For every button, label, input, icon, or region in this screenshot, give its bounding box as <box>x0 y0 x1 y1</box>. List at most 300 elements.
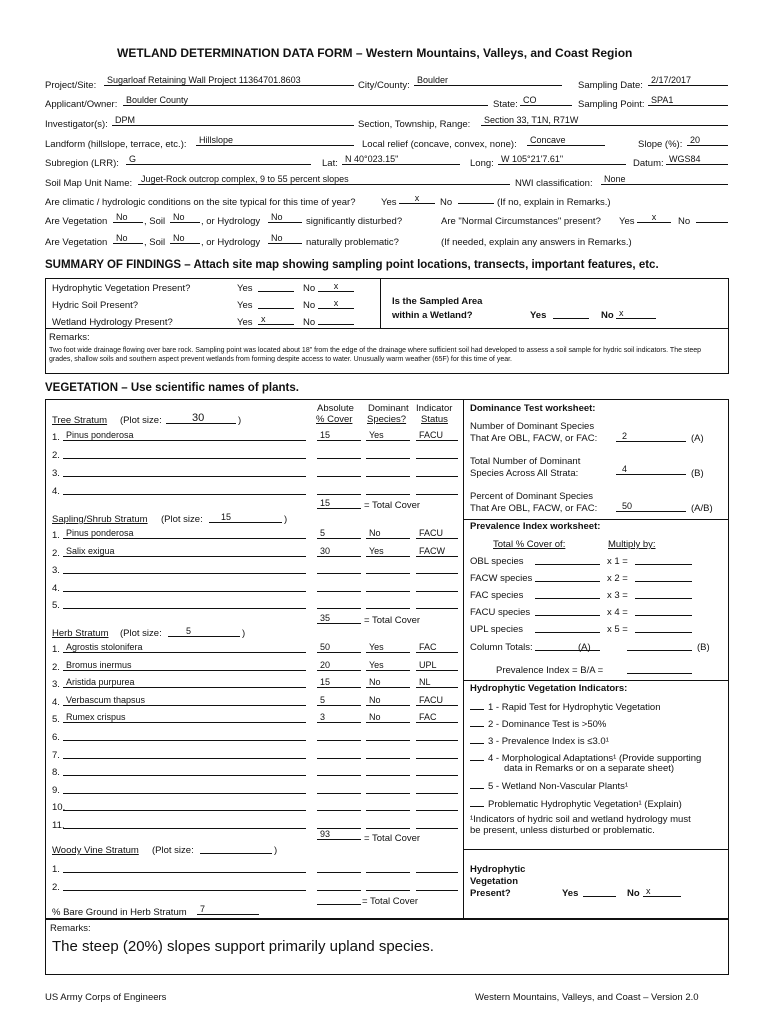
row-number: 5. <box>52 714 60 726</box>
bare-ground-label: % Bare Ground in Herb Stratum <box>52 907 187 918</box>
prevalence-row-label: UPL species <box>470 624 523 635</box>
applicant-field[interactable]: Boulder County <box>123 94 488 106</box>
row-number: 2. <box>52 661 60 673</box>
relief-field[interactable]: Concave <box>527 134 605 146</box>
slope-label: Slope (%): <box>638 139 683 150</box>
point-field[interactable]: SPA1 <box>648 94 728 106</box>
prevalence-cover-field[interactable] <box>535 553 600 565</box>
row-number: 3. <box>52 565 60 576</box>
hv-label-3: Present? <box>470 888 511 899</box>
indicator-field[interactable]: FACU <box>416 429 458 441</box>
indicator-field[interactable] <box>416 483 458 495</box>
nwi-field[interactable]: None <box>601 173 728 185</box>
sampled-area-no-label: No <box>601 310 614 321</box>
landform-label: Landform (hillslope, terrace, etc.): <box>45 139 187 150</box>
species-field[interactable] <box>63 747 306 759</box>
investigator-field[interactable]: DPM <box>112 114 354 126</box>
indicators-footnote-2: be present, unless disturbed or problematic. <box>470 825 655 836</box>
soil-disturbed-label: , Soil <box>144 216 166 227</box>
species-field[interactable] <box>63 447 306 459</box>
state-field[interactable]: CO <box>520 94 572 106</box>
prevalence-product-field[interactable] <box>635 553 692 565</box>
prevalence-multiplier: x 4 = <box>607 607 628 618</box>
subregion-field[interactable]: G <box>126 153 311 165</box>
prevalence-product-field[interactable] <box>635 621 692 633</box>
indicator-1[interactable] <box>470 700 661 713</box>
row-number: 1. <box>52 432 60 443</box>
prevalence-cover-field[interactable] <box>535 570 600 582</box>
cover-field[interactable] <box>317 861 361 873</box>
hydro-veg-yes-field[interactable] <box>258 280 294 292</box>
state-label: State: <box>493 99 518 110</box>
indicator-field[interactable] <box>416 799 458 811</box>
vegetation-divider <box>463 399 464 919</box>
dominant-field[interactable]: Yes <box>366 429 410 441</box>
col-species: Species? <box>367 414 407 425</box>
cover-field[interactable]: 20 <box>317 659 361 671</box>
prevalence-row-label: FAC species <box>470 590 524 601</box>
nwi-label: NWI classification: <box>515 178 593 189</box>
summary-divider <box>380 278 381 328</box>
indicator-field[interactable]: UPL <box>416 659 458 671</box>
indicator-field[interactable] <box>416 879 458 891</box>
dominant-field[interactable]: No <box>366 676 410 688</box>
sapling-total-label: = Total Cover <box>364 615 421 626</box>
prevalence-row-label: OBL species <box>470 556 524 567</box>
species-field[interactable] <box>63 729 306 741</box>
dominant-field[interactable] <box>366 879 410 891</box>
sampled-area-label-1: Is the Sampled Area <box>392 296 483 307</box>
row-number: 2. <box>52 882 60 893</box>
dominant-field[interactable] <box>366 817 410 829</box>
long-label: Long: <box>470 158 494 169</box>
species-field[interactable] <box>63 483 306 495</box>
sampled-area-yes-label: Yes <box>530 310 547 321</box>
footer-right: Western Mountains, Valleys, and Coast – Version 2.0 <box>475 992 699 1003</box>
row-number: 9. <box>52 784 60 796</box>
point-label: Sampling Point: <box>578 99 645 110</box>
herb-stratum-label: Herb Stratum <box>52 628 109 639</box>
indicator-field[interactable] <box>416 729 458 741</box>
indicators-divider <box>463 849 729 850</box>
summary-heading: SUMMARY OF FINDINGS – Attach site map showing sampling point locations, transects, important features, etc. <box>45 259 659 271</box>
species-field[interactable] <box>63 861 306 873</box>
normal-no-label: No <box>678 216 691 227</box>
cover-field[interactable]: 5 <box>317 527 361 539</box>
species-field[interactable]: Agrostis stolonifera <box>63 641 306 653</box>
woody-plot-close: ) <box>274 845 278 856</box>
prevalence-index-field[interactable] <box>627 662 692 674</box>
hv-no-label: No <box>627 888 640 899</box>
soil-problematic-label: , Soil <box>144 237 166 248</box>
woody-total-field[interactable] <box>317 893 361 905</box>
sampled-area-no-field[interactable]: x <box>616 307 656 319</box>
veg-problematic-label: Are Vegetation <box>45 237 108 248</box>
indicator-field[interactable] <box>416 447 458 459</box>
woody-total-label: = Total Cover <box>362 896 419 907</box>
sapling-plot-label: (Plot size: <box>161 514 203 525</box>
col-dominant: Dominant <box>368 403 409 414</box>
sapling-stratum-label: Sapling/Shrub Stratum <box>52 514 148 525</box>
hydro-problematic-label: , or Hydrology <box>201 237 261 248</box>
prevalence-divider <box>463 680 729 681</box>
indicator-4-label: 4 - Morphological Adaptations¹ (Provide supporting <box>488 753 702 764</box>
dominance-ab-line2: That Are OBL, FACW, or FAC: <box>470 503 598 514</box>
indicator-2[interactable] <box>470 717 606 730</box>
indicator-2-label: 2 - Dominance Test is >50% <box>488 719 607 730</box>
prevalence-cover-field[interactable] <box>535 587 600 599</box>
soil-label: Soil Map Unit Name: <box>45 178 133 189</box>
normal-yes-field[interactable]: x <box>637 211 671 223</box>
indicator-field[interactable]: NL <box>416 676 458 688</box>
dominant-field[interactable] <box>366 782 410 794</box>
cover-field[interactable]: 5 <box>317 694 361 706</box>
indicator-field[interactable] <box>416 465 458 477</box>
cover-field[interactable]: 15 <box>317 429 361 441</box>
dominance-b-tag: (B) <box>691 468 704 479</box>
relief-label: Local relief (concave, convex, none): <box>362 139 517 150</box>
hv-no-field[interactable]: x <box>643 885 681 897</box>
row-number: 6. <box>52 732 60 743</box>
normal-yes-label: Yes <box>619 216 635 227</box>
prevalence-row-label: FACW species <box>470 573 533 584</box>
str-field[interactable]: Section 33, T1N, R71W <box>481 114 728 126</box>
prevalence-index-label: Prevalence Index = B/A = <box>496 665 604 676</box>
indicator-5[interactable] <box>470 779 628 792</box>
normal-circumstances-label: Are "Normal Circumstances" present? <box>441 216 601 227</box>
climatic-no-field[interactable] <box>458 192 494 204</box>
climatic-question: Are climatic / hydrologic conditions on the site typical for this time of year? <box>45 197 356 208</box>
hydric-soil-yes-label: Yes <box>237 300 253 311</box>
prevalence-multiplier: x 1 = <box>607 556 628 567</box>
indicator-field[interactable] <box>416 817 458 829</box>
hydro-disturbed-label: , or Hydrology <box>201 216 261 227</box>
summary-remarks-text: Two foot wide drainage flowing over bare rock. Sampling point was located about 18" from the edge of the drainage where sufficient soil had developed to assess a soil sample for hydric soil indicators. The steep grades, shallow soils and southern aspect prevent wetlands from forming despite access to water. Unusually warm weather (65F) for this time of year. <box>49 347 702 363</box>
indicators-heading: Hydrophytic Vegetation Indicators: <box>470 683 628 694</box>
cover-field[interactable] <box>317 764 361 776</box>
indicator-field[interactable]: FACU <box>416 694 458 706</box>
indicator-field[interactable] <box>416 562 458 574</box>
species-field[interactable] <box>63 562 306 574</box>
project-field[interactable]: Sugarloaf Retaining Wall Project 11364701.8603 <box>104 74 354 86</box>
dominant-field[interactable] <box>366 799 410 811</box>
species-field[interactable] <box>63 879 306 891</box>
prevalence-product-field[interactable] <box>635 587 692 599</box>
indicator-field[interactable] <box>416 580 458 592</box>
subregion-label: Subregion (LRR): <box>45 158 119 169</box>
row-number: 3. <box>52 468 60 479</box>
veg-problematic-field[interactable]: No <box>113 232 143 244</box>
cover-field[interactable] <box>317 879 361 891</box>
dominant-field[interactable] <box>366 747 410 759</box>
dominant-field[interactable] <box>366 562 410 574</box>
datum-field[interactable]: WGS84 <box>666 153 728 165</box>
col-status: Status <box>421 414 448 425</box>
wet-hydro-no-field[interactable] <box>318 313 354 325</box>
wet-hydro-label: Wetland Hydrology Present? <box>52 317 173 328</box>
city-label: City/County: <box>358 80 410 91</box>
dominant-field[interactable]: Yes <box>366 641 410 653</box>
landform-field[interactable]: Hillslope <box>196 134 354 146</box>
tree-total-label: = Total Cover <box>364 500 421 511</box>
dominant-field[interactable] <box>366 483 410 495</box>
dominance-heading: Dominance Test worksheet: <box>470 403 596 414</box>
dominant-field[interactable]: Yes <box>366 545 410 557</box>
vegetation-remarks-text: The steep (20%) slopes support primarily upland species. <box>52 938 434 955</box>
hydro-disturbed-field[interactable]: No <box>268 211 302 223</box>
hydro-veg-no-label: No <box>303 283 316 294</box>
row-number: 1. <box>52 864 60 875</box>
herb-total-label: = Total Cover <box>364 833 421 844</box>
climatic-yes-field[interactable]: x <box>399 192 435 204</box>
prevalence-product-field[interactable] <box>635 604 692 616</box>
species-field[interactable]: Pinus ponderosa <box>63 429 306 441</box>
city-field[interactable]: Boulder <box>414 74 562 86</box>
cover-field[interactable]: 15 <box>317 676 361 688</box>
soil-problematic-field[interactable]: No <box>170 232 200 244</box>
indicator-field[interactable]: FAC <box>416 711 458 723</box>
prevalence-heading: Prevalence Index worksheet: <box>470 521 601 532</box>
herb-plot-field[interactable]: 5 <box>168 625 240 637</box>
summary-remarks-label: Remarks: <box>49 332 90 343</box>
species-field[interactable]: Rumex crispus <box>63 711 306 723</box>
row-number: 5. <box>52 600 60 611</box>
form-title: WETLAND DETERMINATION DATA FORM – Western Mountains, Valleys, and Coast Region <box>117 46 633 60</box>
col-cover: % Cover <box>316 414 353 425</box>
tree-stratum-label: Tree Stratum <box>52 415 108 426</box>
project-label: Project/Site: <box>45 80 97 91</box>
cover-field[interactable]: 3 <box>317 711 361 723</box>
dominance-ab-line1: Percent of Dominant Species <box>470 491 594 502</box>
summary-remarks-divider <box>45 328 729 329</box>
soil-disturbed-field[interactable]: No <box>170 211 200 223</box>
cover-field[interactable] <box>317 447 361 459</box>
indicator-field[interactable] <box>416 861 458 873</box>
dominance-a-tag: (A) <box>691 433 704 444</box>
species-field[interactable]: Aristida purpurea <box>63 676 306 688</box>
sapling-plot-close: ) <box>284 514 288 525</box>
indicator-field[interactable]: FACU <box>416 527 458 539</box>
indicator-3[interactable] <box>470 734 609 747</box>
bare-ground-field[interactable]: 7 <box>197 903 259 915</box>
vegetation-heading: VEGETATION – Use scientific names of plants. <box>45 382 299 394</box>
row-number: 3. <box>52 679 60 691</box>
dominant-field[interactable] <box>366 465 410 477</box>
climatic-no-label: No <box>440 197 453 208</box>
species-field[interactable] <box>63 597 306 609</box>
row-number: 4. <box>52 582 60 594</box>
vegetation-remarks-label: Remarks: <box>50 923 91 934</box>
row-number: 4. <box>52 696 60 708</box>
prevalence-totals-label: Column Totals: <box>470 642 533 653</box>
indicator-field[interactable]: FACW <box>416 545 458 557</box>
species-field[interactable] <box>63 817 306 829</box>
date-field[interactable]: 2/17/2017 <box>648 74 728 86</box>
tree-plot-field[interactable]: 30 <box>166 412 236 424</box>
tree-total-field[interactable]: 15 <box>317 497 361 509</box>
date-label: Sampling Date: <box>578 80 643 91</box>
str-label: Section, Township, Range: <box>358 119 471 130</box>
prevalence-cover-field[interactable] <box>535 621 600 633</box>
indicator-field[interactable]: FAC <box>416 641 458 653</box>
cover-field[interactable] <box>317 799 361 811</box>
long-field[interactable]: W 105°21'7.61" <box>498 153 626 165</box>
prevalence-product-field[interactable] <box>635 570 692 582</box>
footer-left: US Army Corps of Engineers <box>45 992 167 1003</box>
hydro-veg-yes-label: Yes <box>237 283 253 294</box>
datum-label: Datum: <box>633 158 664 169</box>
woody-plot-field[interactable] <box>200 842 272 854</box>
cover-field[interactable] <box>317 580 361 592</box>
indicator-field[interactable] <box>416 747 458 759</box>
species-field[interactable] <box>63 799 306 811</box>
cover-field[interactable] <box>317 465 361 477</box>
cover-field[interactable] <box>317 729 361 741</box>
wet-hydro-yes-field[interactable]: x <box>258 313 294 325</box>
row-number: 11. <box>52 820 65 831</box>
problematic-label: naturally problematic? <box>306 237 399 248</box>
hydro-veg-label: Hydrophytic Vegetation Present? <box>52 283 191 294</box>
dominant-field[interactable] <box>366 861 410 873</box>
wet-hydro-no-label: No <box>303 317 316 328</box>
row-number: 1. <box>52 530 60 541</box>
species-field[interactable] <box>63 764 306 776</box>
dominant-field[interactable]: Yes <box>366 659 410 671</box>
dominance-a-line2: That Are OBL, FACW, or FAC: <box>470 433 598 444</box>
prevalence-col1: Total % Cover of: <box>493 539 566 550</box>
tree-plot-label: (Plot size: <box>120 415 162 426</box>
col-indicator: Indicator <box>416 403 453 414</box>
prevalence-multiplier: x 2 = <box>607 573 628 584</box>
dominant-field[interactable]: No <box>366 694 410 706</box>
cover-field[interactable] <box>317 782 361 794</box>
wet-hydro-yes-label: Yes <box>237 317 253 328</box>
indicator-field[interactable] <box>416 782 458 794</box>
dominance-ab-tag: (A/B) <box>691 503 713 514</box>
hv-label-1: Hydrophytic <box>470 864 526 875</box>
herb-plot-close: ) <box>242 628 246 639</box>
row-number: 7. <box>52 749 60 761</box>
hv-yes-label: Yes <box>562 888 579 899</box>
hydric-soil-no-label: No <box>303 300 316 311</box>
species-field[interactable] <box>63 465 306 477</box>
normal-no-field[interactable] <box>696 211 728 223</box>
row-number: 8. <box>52 767 60 779</box>
herb-total-field[interactable]: 93 <box>317 828 361 840</box>
indicator-field[interactable] <box>416 764 458 776</box>
sapling-total-field[interactable]: 35 <box>317 612 361 624</box>
problematic-note: (If needed, explain any answers in Remarks.) <box>441 237 632 248</box>
herb-plot-label: (Plot size: <box>120 628 162 639</box>
cover-field[interactable] <box>317 747 361 759</box>
cover-field[interactable] <box>317 597 361 609</box>
lat-field[interactable]: N 40°023.15" <box>342 153 460 165</box>
indicator-4-line2: data in Remarks or on a separate sheet) <box>504 763 675 774</box>
col-absolute: Absolute <box>317 403 354 414</box>
hv-label-2: Vegetation <box>470 876 519 887</box>
investigator-label: Investigator(s): <box>45 119 108 130</box>
indicator-5-label: 5 - Wetland Non-Vascular Plants¹ <box>488 781 629 792</box>
prevalence-multiplier: x 3 = <box>607 590 628 601</box>
hydric-soil-yes-field[interactable] <box>258 297 294 309</box>
prevalence-total-b-field[interactable] <box>627 639 692 651</box>
indicator-3-label: 3 - Prevalence Index is ≤3.0¹ <box>488 736 609 747</box>
hydro-problematic-field[interactable]: No <box>268 232 302 244</box>
dominant-field[interactable] <box>366 597 410 609</box>
dominance-b-line2: Species Across All Strata: <box>470 468 579 479</box>
dominance-ab-field[interactable]: 50 <box>616 500 686 512</box>
prevalence-tag-b: (B) <box>697 642 710 653</box>
hydro-veg-no-field[interactable]: x <box>318 280 354 292</box>
slope-field[interactable]: 20 <box>687 134 728 146</box>
species-field[interactable]: Bromus inermus <box>63 659 306 671</box>
species-field[interactable]: Verbascum thapsus <box>63 694 306 706</box>
row-number: 2. <box>52 547 60 559</box>
tree-plot-close: ) <box>238 415 242 426</box>
dominant-field[interactable] <box>366 764 410 776</box>
indicator-problematic[interactable] <box>470 797 682 810</box>
sapling-plot-field[interactable]: 15 <box>209 511 282 523</box>
dominant-field[interactable]: No <box>366 711 410 723</box>
prevalence-tag-a: (A) <box>578 642 591 653</box>
hydric-soil-no-field[interactable]: x <box>318 297 354 309</box>
dominance-a-line1: Number of Dominant Species <box>470 421 595 432</box>
dominant-field[interactable] <box>366 580 410 592</box>
veg-disturbed-field[interactable]: No <box>113 211 143 223</box>
indicator-field[interactable] <box>416 597 458 609</box>
cover-field[interactable]: 50 <box>317 641 361 653</box>
cover-field[interactable] <box>317 562 361 574</box>
species-field[interactable]: Salix exigua <box>63 545 306 557</box>
cover-field[interactable] <box>317 483 361 495</box>
sampled-area-yes-field[interactable] <box>553 307 589 319</box>
row-number: 4. <box>52 486 60 497</box>
species-field[interactable] <box>63 782 306 794</box>
dominant-field[interactable] <box>366 447 410 459</box>
species-field[interactable] <box>63 580 306 592</box>
lat-label: Lat: <box>322 158 338 169</box>
indicator-problematic-label: Problematic Hydrophytic Vegetation¹ (Explain) <box>488 799 682 810</box>
sampled-area-label-2: within a Wetland? <box>392 310 473 321</box>
row-number: 2. <box>52 450 60 461</box>
dominance-b-line1: Total Number of Dominant <box>470 456 581 467</box>
climatic-note: (If no, explain in Remarks.) <box>497 197 611 208</box>
cover-field[interactable]: 30 <box>317 545 361 557</box>
hydric-soil-label: Hydric Soil Present? <box>52 300 139 311</box>
indicators-footnote-1: ¹Indicators of hydric soil and wetland hydrology must <box>470 814 691 825</box>
prevalence-col2: Multiply by: <box>608 539 656 550</box>
dominance-divider <box>463 519 729 520</box>
applicant-label: Applicant/Owner: <box>45 99 118 110</box>
woody-plot-label: (Plot size: <box>152 845 194 856</box>
dominance-b-field[interactable]: 4 <box>616 463 686 475</box>
hv-yes-field[interactable] <box>583 885 616 897</box>
climatic-yes-label: Yes <box>381 197 397 208</box>
species-field[interactable]: Pinus ponderosa <box>63 527 306 539</box>
veg-disturbed-label: Are Vegetation <box>45 216 108 227</box>
row-number: 1. <box>52 644 60 655</box>
dominant-field[interactable] <box>366 729 410 741</box>
prevalence-cover-field[interactable] <box>535 604 600 616</box>
disturbed-label: significantly disturbed? <box>306 216 403 227</box>
woody-stratum-label: Woody Vine Stratum <box>52 845 139 856</box>
soil-field[interactable]: Juget-Rock outcrop complex, 9 to 55 percent slopes <box>138 173 510 185</box>
prevalence-row-label: FACU species <box>470 607 531 618</box>
indicator-1-label: 1 - Rapid Test for Hydrophytic Vegetation <box>488 702 661 713</box>
dominant-field[interactable]: No <box>366 527 410 539</box>
row-number: 10. <box>52 802 66 814</box>
dominance-a-field[interactable]: 2 <box>616 430 686 442</box>
